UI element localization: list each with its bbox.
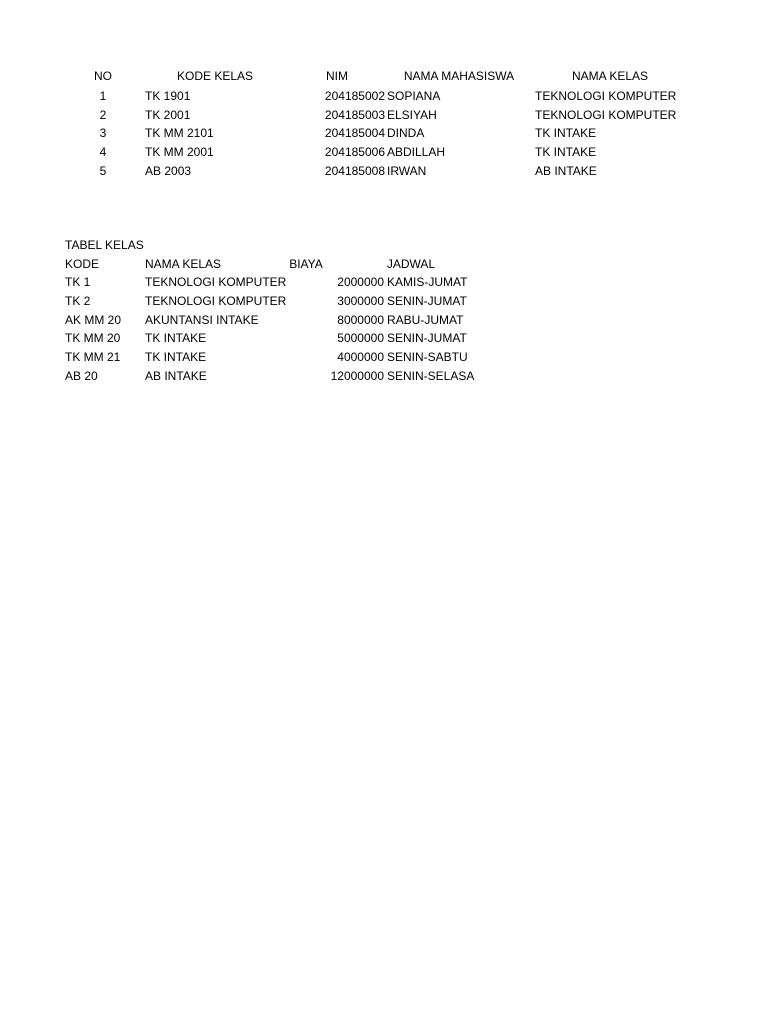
cell-no: 4 [99, 145, 107, 159]
kelas-header-row [0, 255, 768, 274]
cell-kode: TK 1 [65, 275, 91, 289]
header-kode: KODE [65, 257, 100, 271]
cell-biaya: 3000000 [337, 294, 384, 308]
cell-kode-kelas: AB 2003 [145, 164, 192, 178]
cell-kode: AK MM 20 [65, 313, 122, 327]
cell-nama-kelas: AB INTAKE [535, 164, 597, 178]
cell-nim: 204185004 [324, 126, 385, 140]
cell-jadwal: SENIN-SELASA [387, 369, 475, 383]
table-row [0, 124, 768, 143]
cell-nama-kelas: TK INTAKE [535, 145, 597, 159]
cell-kode: TK MM 20 [65, 331, 121, 345]
table-row [0, 273, 768, 292]
kelas-table-title-row [0, 236, 768, 255]
cell-kode: TK MM 21 [65, 350, 121, 364]
cell-nama-kelas: AKUNTANSI INTAKE [145, 313, 259, 327]
header-nama-mahasiswa: NAMA MAHASISWA [403, 69, 515, 83]
header-no: NO [94, 69, 112, 83]
table-row [0, 311, 768, 330]
cell-nama-kelas: TEKNOLOGI KOMPUTER [145, 275, 287, 289]
cell-jadwal: SENIN-JUMAT [387, 331, 467, 345]
cell-nim: 204185008 [324, 164, 385, 178]
table-row [0, 143, 768, 162]
cell-nama-mahasiswa: ABDILLAH [387, 145, 446, 159]
cell-kode: AB 20 [65, 369, 98, 383]
cell-biaya: 8000000 [337, 313, 384, 327]
header-nama-kelas: NAMA KELAS [145, 257, 222, 271]
cell-nama-mahasiswa: IRWAN [387, 164, 427, 178]
table-row [0, 367, 768, 386]
cell-nim: 204185002 [324, 89, 385, 103]
cell-nim: 204185003 [324, 108, 385, 122]
table-row [0, 348, 768, 367]
header-biaya: BIAYA [289, 257, 323, 271]
table-row [0, 292, 768, 311]
cell-no: 3 [99, 126, 107, 140]
cell-jadwal: RABU-JUMAT [387, 313, 464, 327]
cell-nama-kelas: AB INTAKE [145, 369, 207, 383]
cell-biaya: 5000000 [337, 331, 384, 345]
cell-nim: 204185006 [324, 145, 385, 159]
header-nim: NIM [326, 69, 348, 83]
table-row [0, 106, 768, 125]
kelas-table-title: TABEL KELAS [65, 238, 144, 252]
cell-nama-kelas: TK INTAKE [145, 350, 207, 364]
mahasiswa-header-row [0, 67, 768, 86]
table-row [0, 87, 768, 106]
cell-jadwal: KAMIS-JUMAT [387, 275, 468, 289]
cell-kode-kelas: TK 2001 [145, 108, 191, 122]
cell-kode-kelas: TK MM 2001 [145, 145, 214, 159]
cell-nama-mahasiswa: ELSIYAH [387, 108, 437, 122]
cell-no: 1 [99, 89, 107, 103]
header-nama-kelas: NAMA KELAS [571, 69, 649, 83]
cell-kode: TK 2 [65, 294, 91, 308]
cell-no: 2 [99, 108, 107, 122]
cell-biaya: 2000000 [337, 275, 384, 289]
cell-nama-mahasiswa: DINDA [387, 126, 425, 140]
cell-nama-kelas: TK INTAKE [535, 126, 597, 140]
cell-jadwal: SENIN-SABTU [387, 350, 468, 364]
cell-no: 5 [99, 164, 107, 178]
table-row [0, 162, 768, 181]
cell-kode-kelas: TK MM 2101 [145, 126, 214, 140]
header-jadwal: JADWAL [386, 257, 436, 271]
cell-nama-kelas: TEKNOLOGI KOMPUTER [145, 294, 287, 308]
cell-kode-kelas: TK 1901 [145, 89, 191, 103]
cell-nama-kelas: TEKNOLOGI KOMPUTER [535, 108, 677, 122]
cell-jadwal: SENIN-JUMAT [387, 294, 467, 308]
cell-biaya: 4000000 [337, 350, 384, 364]
table-row [0, 329, 768, 348]
cell-nama-kelas: TK INTAKE [145, 331, 207, 345]
header-kode-kelas: KODE KELAS [176, 69, 254, 83]
cell-nama-kelas: TEKNOLOGI KOMPUTER [535, 89, 677, 103]
cell-nama-mahasiswa: SOPIANA [387, 89, 441, 103]
cell-biaya: 12000000 [330, 369, 384, 383]
